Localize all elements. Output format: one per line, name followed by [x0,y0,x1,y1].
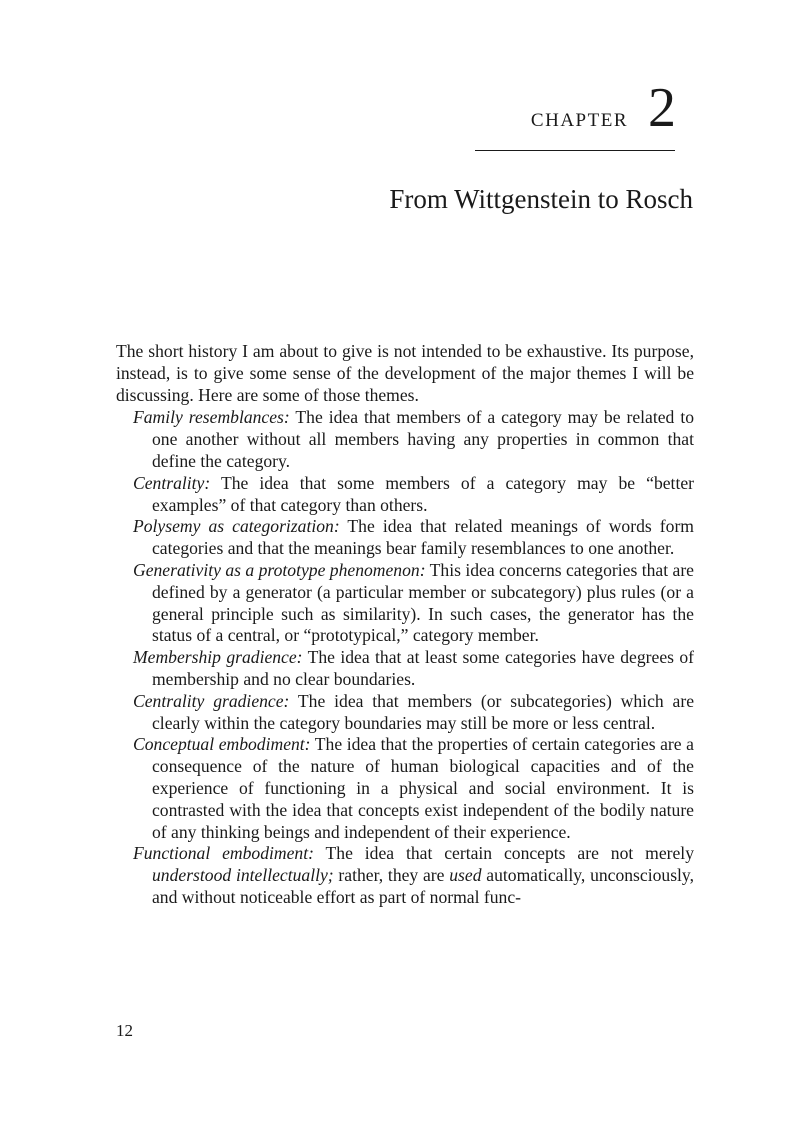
theme-functional-embodiment [133,843,694,908]
theme-emphasis: used [449,865,482,886]
theme-term: Polysemy as categorization: [133,516,340,537]
theme-text: This idea concerns categories that are defined by a generator (a particular member or subcategory) plus rules (or a general principle such as similarity). In such cases, the generator has the status of a central, or “prototypical,” category member. [152,559,694,646]
theme-text: The idea that some members of a category may be “better examples” of that category than others. [152,472,694,515]
body-text [116,341,694,909]
theme-emphasis: understood intellectually; [152,865,334,886]
theme-term: Functional embodiment: [133,843,314,864]
theme-term: Family resemblances: [133,407,290,428]
theme-text: The idea that certain concepts are not merely [313,843,694,864]
theme-term: Centrality: [133,472,211,493]
intro-paragraph: The short history I am about to give is not intended to be exhaustive. Its purpose, instead, is to give some sense of the development of the major themes I will be discussing. Here are some of those themes. [116,341,694,405]
theme-centrality [133,473,694,517]
theme-text: The idea that members (or subcategories) which are clearly within the category boundaries may still be more or less central. [152,690,694,733]
chapter-number: 2 [648,77,676,139]
theme-conceptual-embodiment [133,734,694,843]
theme-text: automatically, unconsciously, and without noticeable effort as part of normal func- [152,865,694,907]
theme-family-resemblances [133,407,694,472]
chapter-header [470,77,680,152]
theme-text: The idea that members of a category may be related to one another without all members having any properties in common that define the category. [152,407,695,471]
theme-text: The idea that at least some categories have degrees of membership and no clear boundaries. [152,647,695,689]
page-number: 12 [116,1021,133,1040]
theme-term: Conceptual embodiment: [133,734,311,755]
theme-text: The idea that the properties of certain categories are a consequence of the nature of human biological capacities and of the experience of functioning in a physical and social environment. It is contrasted with the idea that concepts exist independent of the bodily nature of any thinking beings and independent of their experience. [152,734,694,842]
theme-centrality-gradience [133,691,694,735]
theme-text: rather, they are [333,865,450,886]
chapter-title: From Wittgenstein to Rosch [389,184,693,214]
theme-generativity [133,560,694,647]
theme-text: The idea that related meanings of words form categories and that the meanings bear family resemblances to one another. [152,516,694,559]
theme-membership-gradience [133,647,694,691]
theme-polysemy [133,516,694,560]
chapter-label: CHAPTER [530,110,628,131]
chapter-rule [475,150,675,151]
theme-term: Membership gradience: [133,647,303,668]
theme-term: Generativity as a prototype phenomenon: [133,559,426,580]
theme-term: Centrality gradience: [133,690,290,711]
